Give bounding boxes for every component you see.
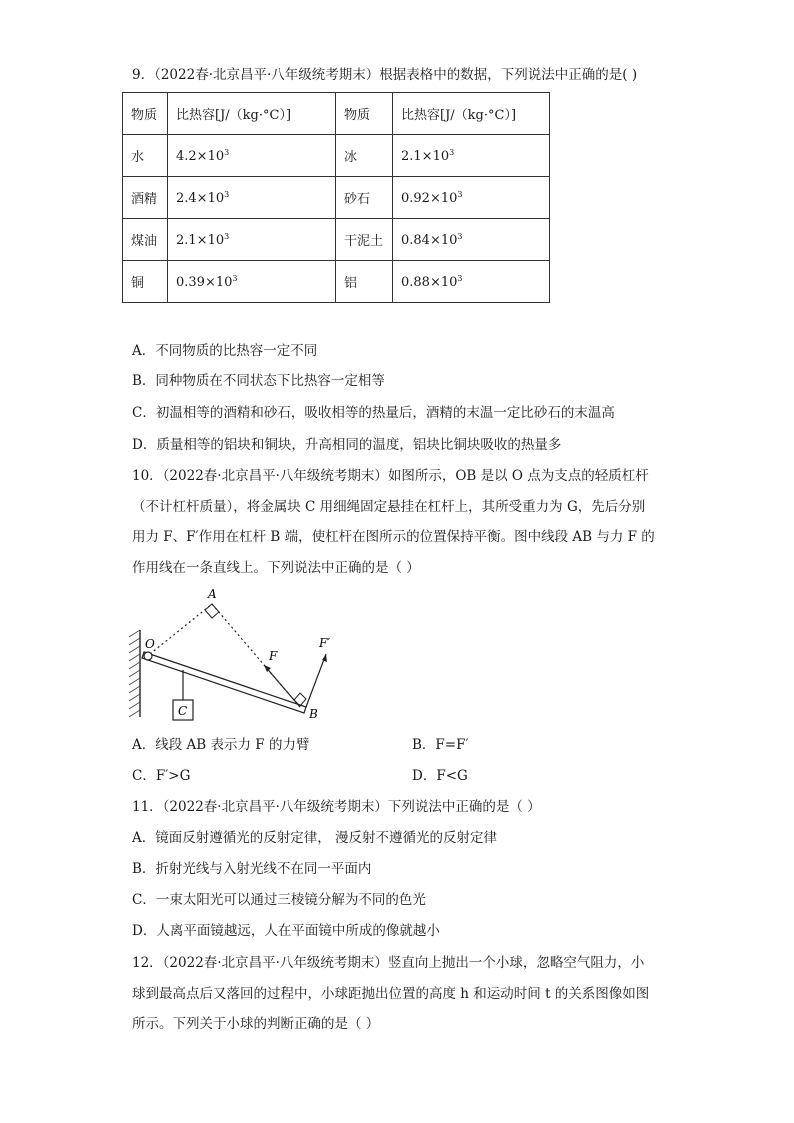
- q10-line-3: 用力 F、F′作用在杠杆 B 端，使杠杆在图所示的位置保持平衡。图中线段 AB 与力 F 的: [132, 529, 655, 545]
- table-row: [123, 261, 550, 303]
- lever-figure: [120, 580, 340, 730]
- cell-value: $2.4\times 10^3$: [168, 177, 336, 219]
- q9-header: 9．（2022春·北京昌平·八年级统考期末）根据表格中的数据，下列说法中正确的是( ): [132, 67, 638, 83]
- q10-option-d: D．F<G: [412, 768, 468, 784]
- label-F: F: [269, 649, 278, 663]
- cell-substance: 砂石: [336, 177, 393, 219]
- q9-option-c: C．初温相等的酒精和砂石，吸收相等的热量后，酒精的末温一定比砂石的末温高: [132, 405, 615, 421]
- q9-option-d: D．质量相等的铝块和铜块，升高相同的温度，铝块比铜块吸收的热量多: [132, 437, 562, 453]
- q11-option-c: C．一束太阳光可以通过三棱镜分解为不同的色光: [132, 892, 426, 908]
- cell-value: $0.84\times 10^3$: [393, 219, 550, 261]
- q12-line-3: 所示。下列关于小球的判断正确的是（ ）: [132, 1016, 380, 1032]
- q9-option-b: B．同种物质在不同状态下比热容一定相等: [132, 373, 385, 389]
- cell-substance: 酒精: [123, 177, 168, 219]
- table-header-row: [123, 93, 550, 135]
- label-C: C: [178, 704, 188, 718]
- cell-value: $4.2\times 10^3$: [168, 135, 336, 177]
- cell-substance: 干泥土: [336, 219, 393, 261]
- col-header-heat-2: 比热容[J/（kg·°C）]: [393, 93, 550, 135]
- label-A: A: [208, 587, 217, 601]
- q12-line-1: 12．（2022春·北京昌平·八年级统考期末）竖直向上抛出一个小球，忽略空气阻力，小: [132, 955, 645, 971]
- cell-value: $2.1\times 10^3$: [393, 135, 550, 177]
- cell-value: $0.88\times 10^3$: [393, 261, 550, 303]
- q11-header: 11．（2022春·北京昌平·八年级统考期末）下列说法中正确的是（ ）: [132, 799, 541, 815]
- cell-substance: 煤油: [123, 219, 168, 261]
- q11-option-b: B．折射光线与入射光线不在同一平面内: [132, 861, 372, 877]
- label-F-prime: F′: [319, 636, 331, 650]
- label-B: B: [309, 707, 318, 721]
- col-header-substance-1: 物质: [123, 93, 168, 135]
- q10-line-2: （不计杠杆质量），将金属块 C 用细绳固定悬挂在杠杆上，其所受重力为 G，先后分别: [132, 499, 646, 515]
- cell-substance: 冰: [336, 135, 393, 177]
- q12-line-2: 球到最高点后又落回的过程中，小球距抛出位置的高度 h 和运动时间 t 的关系图像如图: [132, 986, 650, 1002]
- cell-value: $2.1\times 10^3$: [168, 219, 336, 261]
- q10-option-a: A．线段 AB 表示力 F 的力臂: [132, 737, 310, 753]
- cell-substance: 水: [123, 135, 168, 177]
- cell-value: $0.92\times 10^3$: [393, 177, 550, 219]
- table-row: [123, 135, 550, 177]
- q11-option-a: A．镜面反射遵循光的反射定律， 漫反射不遵循光的反射定律: [132, 830, 498, 846]
- q10-line-4: 作用线在一条直线上。下列说法中正确的是（ ）: [132, 560, 420, 576]
- col-header-substance-2: 物质: [336, 93, 393, 135]
- cell-substance: 铜: [123, 261, 168, 303]
- col-header-heat-1: 比热容[J/（kg·°C）]: [168, 93, 336, 135]
- label-O: O: [145, 637, 155, 651]
- cell-substance: 铝: [336, 261, 393, 303]
- specific-heat-table: [122, 92, 550, 303]
- q11-option-d: D．人离平面镜越远，人在平面镜中所成的像就越小: [132, 923, 440, 939]
- q10-line-1: 10．（2022春·北京昌平·八年级统考期末）如图所示，OB 是以 O 点为支点的轻质杠杆: [132, 468, 649, 484]
- q9-option-a: A．不同物质的比热容一定不同: [132, 343, 318, 359]
- table-row: [123, 177, 550, 219]
- q10-option-b: B．F=F′: [412, 737, 469, 753]
- q10-option-c: C．F′>G: [132, 768, 191, 784]
- table-row: [123, 219, 550, 261]
- cell-value: $0.39\times 10^3$: [168, 261, 336, 303]
